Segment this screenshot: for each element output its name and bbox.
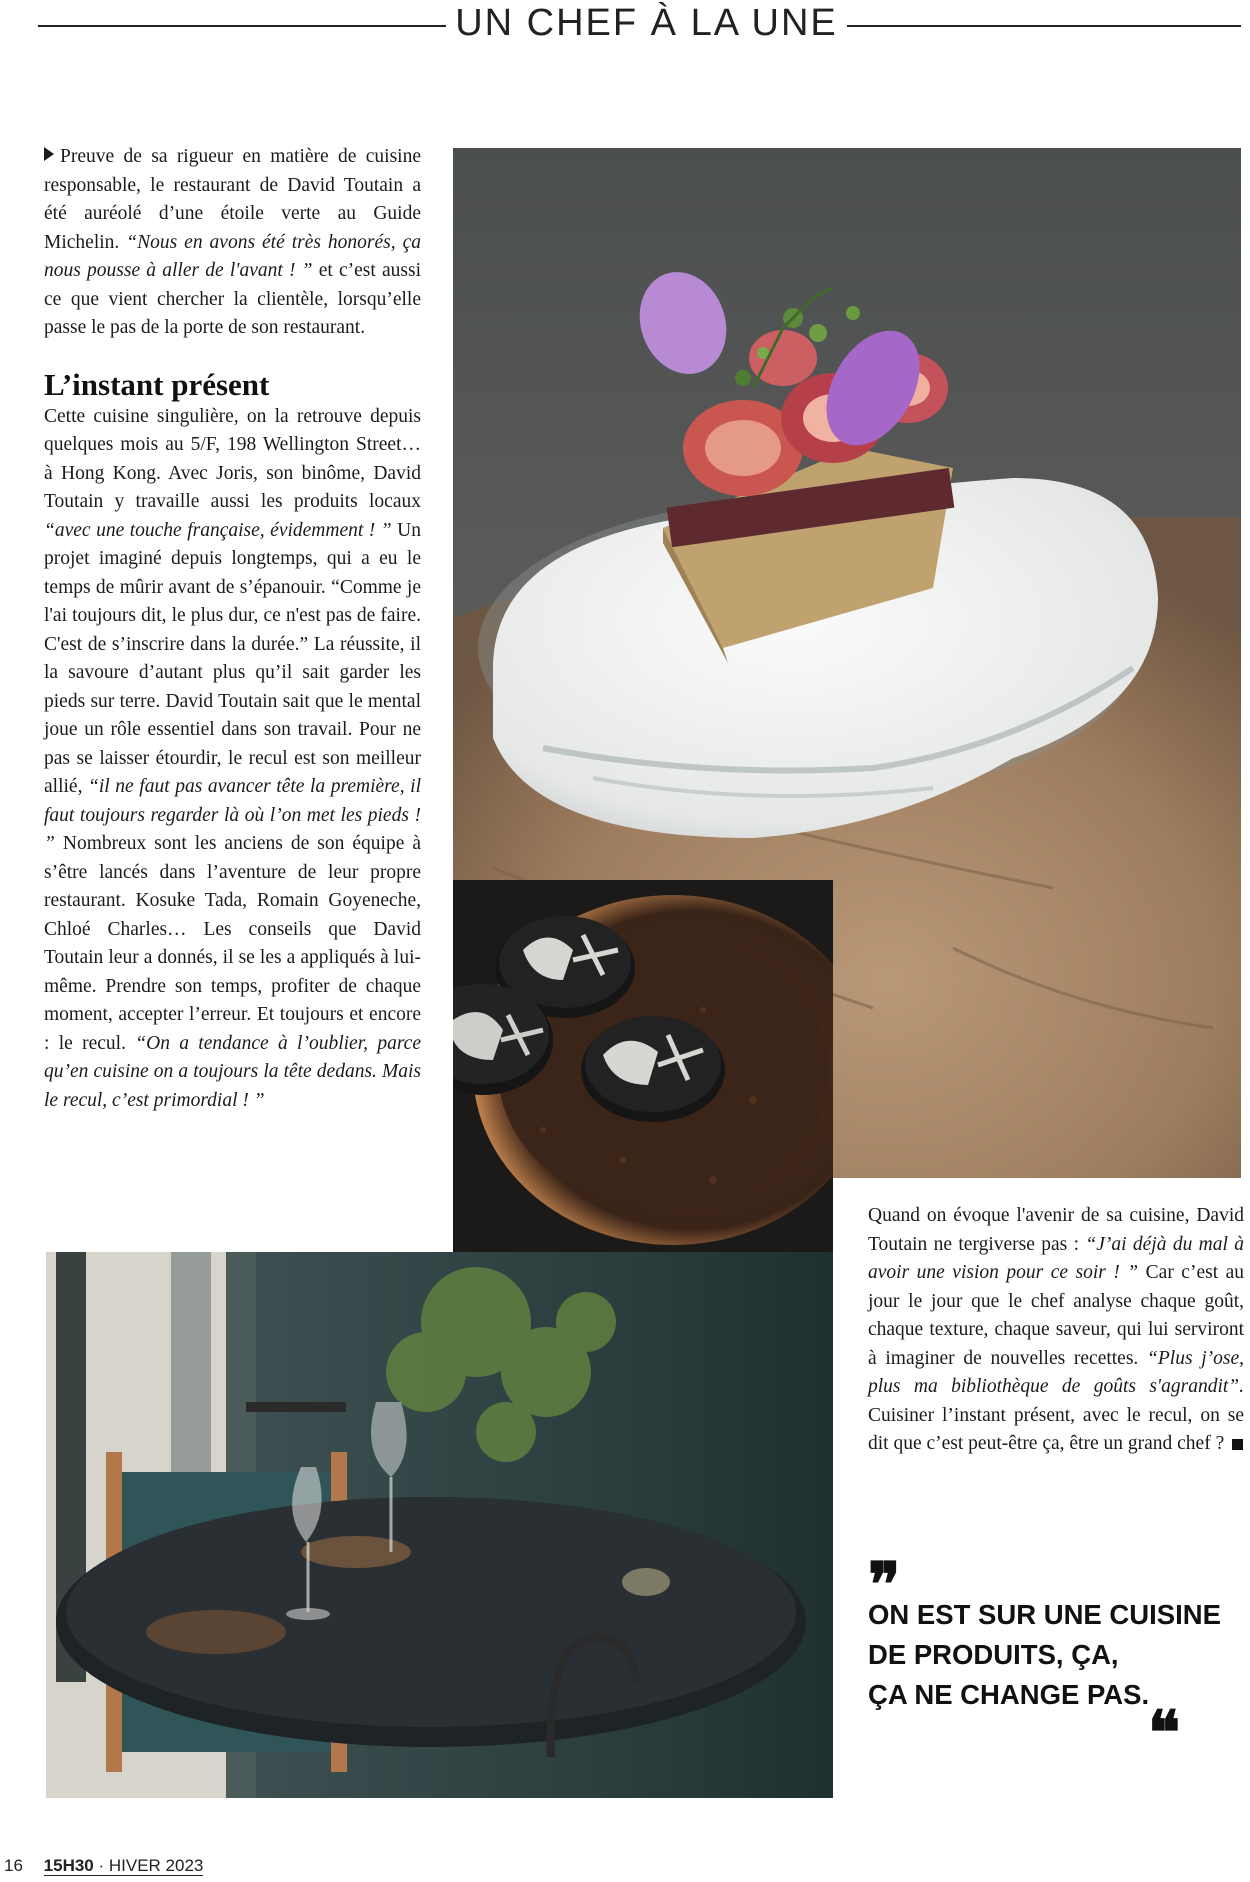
- pull-quote: ON EST SUR UNE CUISINE DE PRODUITS, ÇA, ÇA NE CHANGE PAS.: [868, 1599, 1221, 1710]
- closing-paragraph: Quand on évoque l'avenir de sa cuisine, David Toutain ne tergiverse pas : “J’ai déjà du mal à avoir une vision pour ce soir ! ” Car c’est au jour le jour que le chef analyse chaque goût, chaque texture, chaque saveur, qui lui serviront à imaginer de nouvelles recettes. “Plus j’ose, plus ma bibliothèque de goûts s'agrandit”. Cuisiner l’instant présent, avec le recul, on se dit que c’est peut-être ça, être un grand chef ?: [868, 1205, 1245, 1454]
- arrow-bullet-icon: [44, 147, 54, 161]
- header-rule-right: [847, 25, 1241, 27]
- quote-open-icon: ❞: [868, 1552, 901, 1618]
- page-footer: [4, 1856, 203, 1876]
- header-rule-left: [38, 25, 446, 27]
- page-number: 16: [4, 1856, 23, 1875]
- quote-close-icon: ❞: [1148, 1673, 1181, 1739]
- photo-black-cookies: [453, 880, 833, 1252]
- subheading: L’instant présent: [44, 366, 270, 402]
- section-title: UN CHEF À LA UNE: [455, 2, 838, 44]
- magazine-brand: 15H30: [43, 1856, 94, 1875]
- intro-paragraph: Preuve de sa rigueur en matière de cuisine responsable, le restaurant de David Toutain a été auréolé d’une étoile verte au Guide Michelin. “Nous en avons été très honorés, ça nous pousse à aller de l'avant ! ” et c’est aussi ce que vient chercher la clientèle, lorsqu’elle passe le pas de la porte de son restaurant.: [44, 146, 422, 338]
- end-mark-icon: [1232, 1439, 1243, 1450]
- body-paragraph: Cette cuisine singulière, on la retrouve depuis quelques mois au 5/F, 198 Wellington Street… à Hong Kong. Avec Joris, son binôme, David Toutain y travaille aussi les produits locaux “avec une touche française, évidemment ! ” Un projet imaginé depuis longtemps, qui a eu le temps de mûrir avant de s’épanouir. “Comme je l'ai toujours dit, le plus dur, ce n'est pas de faire. C'est de s’inscrire dans la durée.” La réussite, il la savoure d’autant plus qu’il sait garder les pieds sur terre. David Toutain sait que le mental joue un rôle essentiel dans son travail. Pour ne pas se laisser étourdir, le recul est son meilleur allié, “il ne faut pas avancer tête la première, il faut toujours regarder là où l’on met les pieds ! ” Nombreux sont les anciens de son équipe à s’être lancés dans l’aventure de leur propre restaurant. Kosuke Tada, Romain Goyeneche, Chloé Charles… Les conseils que David Toutain leur a donnés, il se les a appliqués à lui-même. Prendre son temps, profiter de chaque moment, accepter l’erreur. Et toujours et encore : le recul. “On a tendance à l’oublier, parce qu’en cuisine on a toujours la tête dedans. Mais le recul, c’est primordial ! ”: [44, 405, 421, 1111]
- article-column-left: [44, 143, 421, 1115]
- article-column-right: [868, 1202, 1244, 1459]
- issue-label: 15H30 · HIVER 2023: [43, 1856, 204, 1875]
- photo-restaurant-table: [46, 1252, 833, 1798]
